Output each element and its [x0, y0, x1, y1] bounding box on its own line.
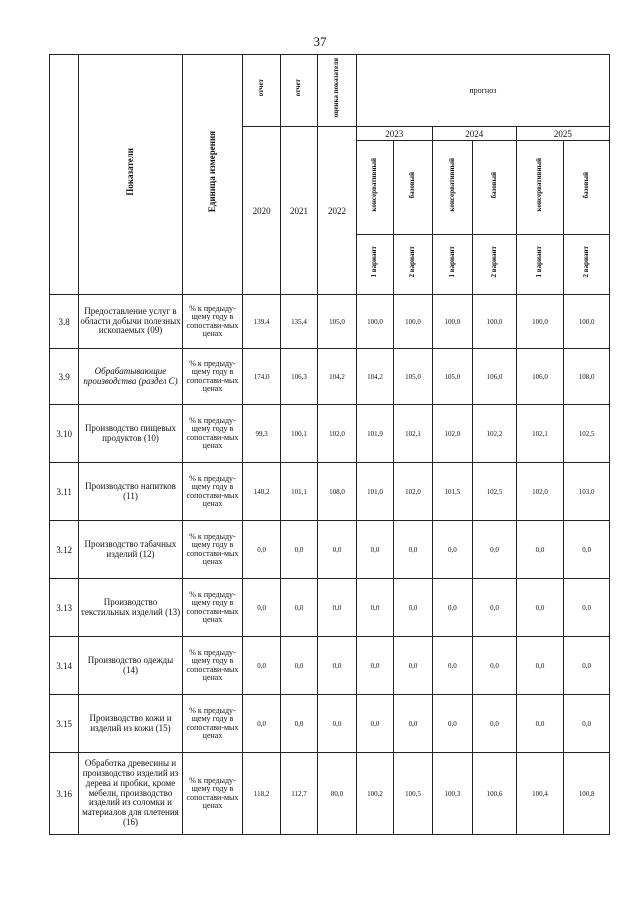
row-unit: % к предыду-щему году в сопостави-мых ценах — [182, 637, 243, 695]
row-value: 100,0 — [394, 295, 432, 349]
header-variant2-2023: 2 вариант — [408, 246, 417, 278]
row-indicator: Производство кожи и изделий из кожи (15) — [79, 695, 182, 753]
row-value: 101,9 — [356, 405, 393, 463]
row-code: 3.16 — [50, 753, 79, 835]
row-value: 0,0 — [516, 637, 564, 695]
row-value: 104,2 — [356, 349, 393, 405]
row-value: 0,0 — [473, 521, 517, 579]
row-value: 0,0 — [356, 695, 393, 753]
row-value: 0,0 — [280, 695, 317, 753]
row-code: 3.15 — [50, 695, 79, 753]
row-value: 0,0 — [432, 637, 473, 695]
row-value: 105,0 — [394, 349, 432, 405]
row-value: 102,0 — [394, 463, 432, 521]
row-value: 100,1 — [280, 405, 317, 463]
row-unit: % к предыду-щему году в сопостави-мых ценах — [182, 463, 243, 521]
header-variant-cell — [356, 235, 393, 295]
table-row — [50, 637, 610, 695]
row-value: 0,0 — [516, 579, 564, 637]
row-value: 0,0 — [280, 579, 317, 637]
row-value: 0,0 — [280, 521, 317, 579]
header-conservative-2023: консервативный — [370, 158, 379, 212]
row-value: 106,3 — [280, 349, 317, 405]
forecast-table — [49, 54, 610, 835]
row-value: 100,4 — [516, 753, 564, 835]
row-value: 0,0 — [318, 579, 356, 637]
header-variant-cell — [564, 235, 610, 295]
row-value: 0,0 — [356, 637, 393, 695]
row-value: 174,0 — [243, 349, 280, 405]
row-value: 0,0 — [473, 637, 517, 695]
header-2020-type: отчет — [256, 79, 265, 97]
row-value: 106,0 — [516, 349, 564, 405]
row-value: 0,0 — [394, 637, 432, 695]
row-value: 102,1 — [394, 405, 432, 463]
row-value: 0,0 — [318, 637, 356, 695]
row-value: 0,0 — [564, 637, 610, 695]
row-value: 100,2 — [356, 753, 393, 835]
row-value: 0,0 — [473, 579, 517, 637]
header-conservative-2025: консервативный — [535, 158, 544, 212]
row-unit: % к предыду-щему году в сопостави-мых ценах — [182, 521, 243, 579]
header-unit: Единица измерения — [206, 131, 217, 213]
header-scenario-cell — [516, 141, 564, 235]
row-value: 100,6 — [473, 753, 517, 835]
row-indicator: Обработка древесины и производство изделий из дерева и пробки, кроме мебели, производство изделий из соломки и материалов для плетения (16) — [79, 753, 182, 835]
row-value: 108,0 — [564, 349, 610, 405]
table-row — [50, 349, 610, 405]
row-value: 0,0 — [356, 579, 393, 637]
row-indicator: Обрабатывающие производства (раздел С) — [79, 349, 182, 405]
table-row — [50, 753, 610, 835]
header-2022-type-cell — [318, 55, 356, 127]
row-value: 102,2 — [473, 405, 517, 463]
header-year-2022: 2022 — [318, 127, 356, 295]
row-unit: % к предыду-щему году в сопостави-мых ценах — [182, 753, 243, 835]
row-unit: % к предыду-щему году в сопостави-мых ценах — [182, 695, 243, 753]
row-value: 0,0 — [356, 521, 393, 579]
row-value: 100,0 — [564, 295, 610, 349]
row-value: 106,0 — [473, 349, 517, 405]
row-value: 80,0 — [318, 753, 356, 835]
row-value: 0,0 — [243, 579, 280, 637]
row-indicator: Производство текстильных изделий (13) — [79, 579, 182, 637]
header-scenario-cell — [432, 141, 473, 235]
row-value: 0,0 — [473, 695, 517, 753]
header-variant-cell — [516, 235, 564, 295]
row-value: 104,2 — [318, 349, 356, 405]
row-unit: % к предыду-щему году в сопостави-мых ценах — [182, 579, 243, 637]
header-variant-cell — [432, 235, 473, 295]
header-year-2025: 2025 — [516, 127, 609, 141]
header-2020-type-cell — [243, 55, 280, 127]
row-value: 118,2 — [243, 753, 280, 835]
header-variant-cell — [394, 235, 432, 295]
page-number: 37 — [313, 34, 327, 49]
row-value: 103,0 — [564, 463, 610, 521]
header-indicators: Показатели — [124, 148, 135, 196]
table-row — [50, 579, 610, 637]
row-code: 3.10 — [50, 405, 79, 463]
row-indicator: Производство одежды (14) — [79, 637, 182, 695]
header-year-2020: 2020 — [243, 127, 280, 295]
table-row — [50, 521, 610, 579]
table-row — [50, 295, 610, 349]
header-basic-2024: базовый — [489, 171, 498, 199]
row-value: 102,0 — [318, 405, 356, 463]
header-year-2021: 2021 — [280, 127, 317, 295]
row-code: 3.13 — [50, 579, 79, 637]
header-forecast: прогноз — [356, 55, 609, 127]
row-value: 135,4 — [280, 295, 317, 349]
row-value: 0,0 — [432, 695, 473, 753]
table-body — [50, 295, 610, 835]
header-number-cell — [50, 55, 79, 295]
row-indicator: Производство табачных изделий (12) — [79, 521, 182, 579]
row-value: 105,0 — [318, 295, 356, 349]
row-value: 139,4 — [243, 295, 280, 349]
row-value: 101,1 — [280, 463, 317, 521]
table-row — [50, 695, 610, 753]
row-value: 0,0 — [243, 637, 280, 695]
row-value: 100,0 — [516, 295, 564, 349]
header-variant1-2023: 1 вариант — [370, 246, 379, 278]
row-value: 102,1 — [516, 405, 564, 463]
row-value: 100,5 — [394, 753, 432, 835]
header-conservative-2024: консервативный — [447, 158, 456, 212]
header-variant-cell — [473, 235, 517, 295]
row-indicator: Производство пищевых продуктов (10) — [79, 405, 182, 463]
header-2022-type: оценка показателя — [332, 58, 341, 118]
row-value: 100,8 — [564, 753, 610, 835]
row-value: 0,0 — [432, 579, 473, 637]
row-value: 0,0 — [318, 695, 356, 753]
row-value: 0,0 — [564, 579, 610, 637]
row-code: 3.9 — [50, 349, 79, 405]
row-value: 0,0 — [432, 521, 473, 579]
row-value: 0,0 — [516, 695, 564, 753]
row-value: 0,0 — [280, 637, 317, 695]
header-variant2-2024: 2 вариант — [489, 246, 498, 278]
header-scenario-cell — [473, 141, 517, 235]
header-variant1-2024: 1 вариант — [447, 246, 456, 278]
row-value: 99,3 — [243, 405, 280, 463]
header-variant2-2025: 2 вариант — [581, 246, 590, 278]
header-basic-2023: базовый — [408, 171, 417, 199]
row-value: 102,5 — [473, 463, 517, 521]
row-value: 0,0 — [564, 695, 610, 753]
row-value: 100,0 — [432, 295, 473, 349]
table-row — [50, 405, 610, 463]
header-2021-type: отчет — [294, 79, 303, 97]
row-value: 102,0 — [516, 463, 564, 521]
row-value: 112,7 — [280, 753, 317, 835]
header-basic-2025: базовый — [581, 171, 590, 199]
row-indicator: Производство напитков (11) — [79, 463, 182, 521]
row-value: 0,0 — [394, 695, 432, 753]
row-code: 3.8 — [50, 295, 79, 349]
row-code: 3.14 — [50, 637, 79, 695]
row-value: 100,3 — [432, 753, 473, 835]
header-year-2024: 2024 — [432, 127, 516, 141]
row-code: 3.12 — [50, 521, 79, 579]
row-code: 3.11 — [50, 463, 79, 521]
header-scenario-cell — [564, 141, 610, 235]
row-value: 102,5 — [564, 405, 610, 463]
header-scenario-cell — [356, 141, 393, 235]
header-unit-cell — [182, 55, 243, 295]
table-row — [50, 463, 610, 521]
row-value: 0,0 — [564, 521, 610, 579]
row-value: 101,5 — [432, 463, 473, 521]
header-variant1-2025: 1 вариант — [535, 246, 544, 278]
row-value: 102,0 — [432, 405, 473, 463]
row-value: 140,2 — [243, 463, 280, 521]
row-value: 0,0 — [516, 521, 564, 579]
row-value: 0,0 — [394, 521, 432, 579]
row-value: 0,0 — [318, 521, 356, 579]
header-indicators-cell — [79, 55, 182, 295]
row-indicator: Предоставление услуг в области добычи полезных ископаемых (09) — [79, 295, 182, 349]
row-value: 0,0 — [394, 579, 432, 637]
row-unit: % к предыду-щему году в сопостави-мых ценах — [182, 295, 243, 349]
row-value: 100,0 — [473, 295, 517, 349]
row-value: 100,0 — [356, 295, 393, 349]
row-value: 0,0 — [243, 521, 280, 579]
row-unit: % к предыду-щему году в сопостави-мых ценах — [182, 405, 243, 463]
row-value: 105,0 — [432, 349, 473, 405]
header-scenario-cell — [394, 141, 432, 235]
row-value: 108,0 — [318, 463, 356, 521]
header-2021-type-cell — [280, 55, 317, 127]
row-unit: % к предыду-щему году в сопостави-мых ценах — [182, 349, 243, 405]
header-year-2023: 2023 — [356, 127, 432, 141]
row-value: 101,0 — [356, 463, 393, 521]
row-value: 0,0 — [243, 695, 280, 753]
